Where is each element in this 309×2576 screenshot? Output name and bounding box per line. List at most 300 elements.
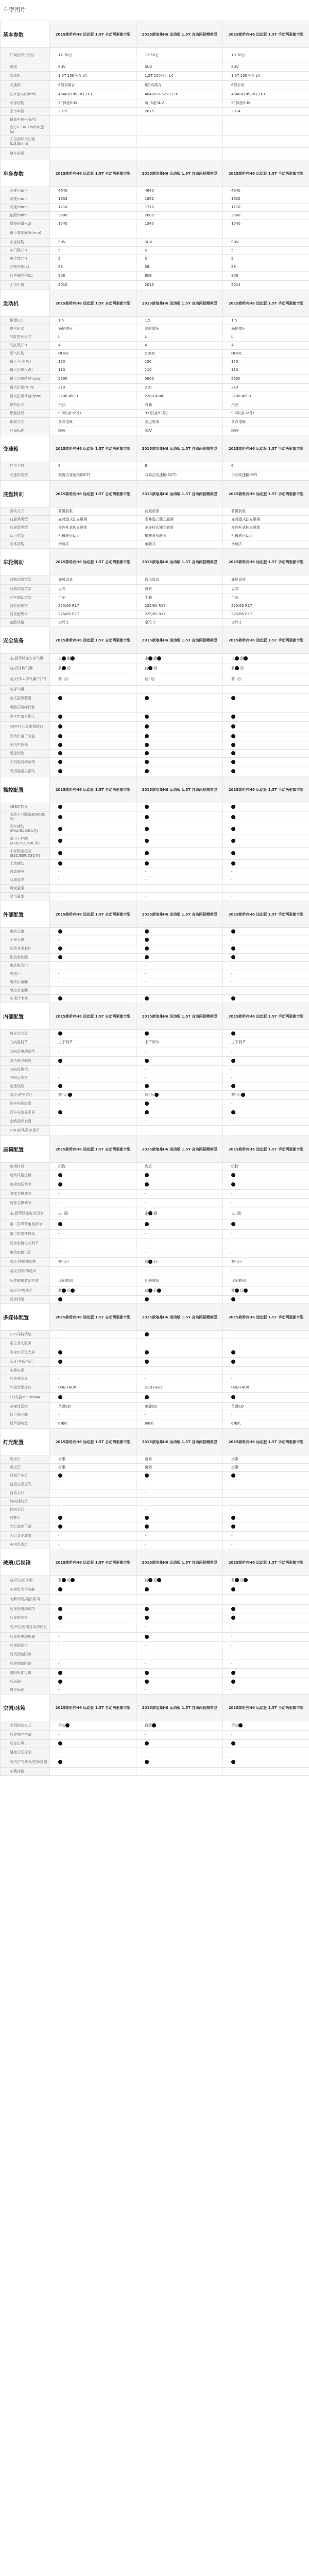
spec-value: 1540 <box>136 220 223 228</box>
spec-value: 210 <box>136 384 223 392</box>
spec-value: - <box>223 703 309 713</box>
feature-dot-icon <box>231 1059 235 1063</box>
spec-value <box>136 1219 223 1230</box>
spec-value: - <box>50 1100 136 1108</box>
spec-value: USB+AUX <box>50 1383 136 1393</box>
model-name-header[interactable]: 2015款哈弗H6 运动版 1.5T 自动两驱精英型 <box>136 627 223 654</box>
spec-label: 无钥匙进入系统 <box>1 767 50 776</box>
spec-value <box>50 811 136 823</box>
model-name-header[interactable]: 2015款哈弗H6 运动版 1.5T 自动两驱精英型 <box>136 160 223 187</box>
spec-label: 自适应远近光 <box>1 1480 50 1489</box>
model-name-header[interactable]: 2015款哈弗H6 运动版 1.5T 自动两驱都市型 <box>50 1549 136 1576</box>
spec-label: ISOFIX儿童座椅接口 <box>1 722 50 732</box>
spec-value: - <box>136 1686 223 1694</box>
spec-label: 车体结构 <box>1 540 50 549</box>
spec-row <box>1 228 309 239</box>
spec-row <box>1 1057 309 1066</box>
spec-label: 长×宽×高(mm) <box>1 90 50 99</box>
spec-row <box>1 272 309 281</box>
model-name-header[interactable]: 2015款哈弗H6 运动版 1.5T 手动两驱都市型 <box>223 776 309 803</box>
spec-value: 前 后 <box>223 1286 309 1296</box>
model-name-header[interactable]: 2015款哈弗H6 运动版 1.5T 自动两驱精英型 <box>136 1694 223 1721</box>
model-name-header[interactable]: 2015款哈弗H6 运动版 1.5T 自动两驱精英型 <box>136 1003 223 1030</box>
spec-value <box>223 1472 309 1480</box>
spec-value: - <box>136 1768 223 1776</box>
spec-value: SUV <box>50 239 136 247</box>
spec-label: 备胎规格 <box>1 619 50 627</box>
spec-label: 侧滑门 <box>1 970 50 978</box>
spec-value: - <box>50 1532 136 1541</box>
spec-value: - <box>223 1248 309 1258</box>
spec-value <box>50 741 136 750</box>
spec-row <box>1 1030 309 1038</box>
spec-label: 电动天窗 <box>1 928 50 936</box>
model-name-header[interactable]: 2015款哈弗H6 运动版 1.5T 自动两驱精英型 <box>136 1304 223 1331</box>
spec-value: DOHC <box>223 350 309 358</box>
spec-value: 全尺寸 <box>223 619 309 627</box>
feature-dot-icon <box>58 760 62 764</box>
spec-value: - <box>223 970 309 978</box>
spec-label: 近光灯 <box>1 1455 50 1464</box>
spec-row <box>1 1100 309 1108</box>
spec-label: 外接音源接口 <box>1 1383 50 1393</box>
spec-row <box>1 741 309 750</box>
spec-row <box>1 654 309 664</box>
model-name-header[interactable]: 2015款哈弗H6 运动版 1.5T 手动两驱都市型 <box>223 1003 309 1030</box>
spec-value: 5门5座SUV <box>50 99 136 108</box>
spec-value: - <box>223 1126 309 1136</box>
spec-value: 2680 <box>136 212 223 220</box>
spec-value: 6喇叭 <box>50 1419 136 1429</box>
feature-dot-icon <box>145 760 149 764</box>
model-name-header[interactable]: 2015款哈弗H6 运动版 1.5T 自动两驱精英型 <box>136 901 223 928</box>
spec-value: - <box>223 1047 309 1057</box>
spec-value <box>223 1057 309 1066</box>
model-name-header[interactable]: 2015款哈弗H6 运动版 1.5T 自动两驱精英型 <box>136 549 223 575</box>
feature-dot-icon <box>231 724 235 728</box>
model-name-header[interactable]: 2015款哈弗H6 运动版 1.5T 自动两驱精英型 <box>136 1429 223 1455</box>
model-name-header[interactable]: 2015款哈弗H6 运动版 1.5T 自动两驱都市型 <box>50 1136 136 1163</box>
spec-value: 2015 <box>50 281 136 290</box>
spec-value: - <box>50 876 136 885</box>
spec-row <box>1 713 309 722</box>
spec-value <box>136 750 223 758</box>
spec-value: 手动 <box>223 1721 309 1731</box>
spec-value: 自动 <box>136 1721 223 1731</box>
spec-row <box>1 962 309 970</box>
spec-value <box>223 694 309 703</box>
section-title: 外部配置 <box>1 901 50 928</box>
feature-dot-icon <box>58 929 62 934</box>
spec-value: - <box>136 1480 223 1489</box>
spec-value: 6 <box>223 462 309 470</box>
spec-value <box>136 936 223 944</box>
spec-value: USB+AUX <box>136 1383 223 1393</box>
spec-row <box>1 1686 309 1694</box>
spec-row <box>1 1163 309 1171</box>
spec-value: - <box>223 893 309 901</box>
feature-dot-icon <box>231 734 235 738</box>
feature-dot-icon <box>145 1084 149 1088</box>
spec-value <box>223 1108 309 1117</box>
spec-row <box>1 619 309 627</box>
spec-value: 主- 副- <box>50 1208 136 1219</box>
spec-value <box>136 1757 223 1768</box>
spec-value: 12.58万 <box>136 48 223 63</box>
feature-dot-icon <box>145 805 149 809</box>
spec-value: - <box>136 1541 223 1549</box>
spec-value: 2015 <box>50 108 136 116</box>
model-name-header[interactable]: 2015款哈弗H6 运动版 1.5T 手动两驱都市型 <box>223 1429 309 1455</box>
model-name-header[interactable]: 2015款哈弗H6 运动版 1.5T 手动两驱都市型 <box>223 290 309 317</box>
spec-label: 宽度(mm) <box>1 195 50 204</box>
spec-value: 2680 <box>223 212 309 220</box>
model-name-header[interactable]: 2015款哈弗H6 运动版 1.5T 自动两驱都市型 <box>50 1429 136 1455</box>
model-name-header[interactable]: 2015款哈弗H6 运动版 1.5T 自动两驱都市型 <box>50 1694 136 1721</box>
spec-value: 手刹 <box>223 594 309 602</box>
model-name-header[interactable]: 2015款哈弗H6 运动版 1.5T 自动两驱都市型 <box>50 776 136 803</box>
model-name-header[interactable]: 2015款哈弗H6 运动版 1.5T 自动两驱精英型 <box>136 776 223 803</box>
feature-dot-icon <box>231 1516 235 1520</box>
model-name-header[interactable]: 2015款哈弗H6 运动版 1.5T 自动两驱精英型 <box>136 21 223 48</box>
model-name-header[interactable]: 2015款哈弗H6 运动版 1.5T 手动两驱都市型 <box>223 435 309 462</box>
model-name-header[interactable]: 2015款哈弗H6 运动版 1.5T 手动两驱都市型 <box>223 481 309 507</box>
spec-value: 盘式 <box>50 585 136 594</box>
spec-row <box>1 124 309 136</box>
spec-row <box>1 90 309 99</box>
spec-value: 多点电喷 <box>50 418 136 427</box>
spec-value: 5 <box>223 247 309 255</box>
feature-dot-icon <box>241 1093 245 1097</box>
section-title: 玻璃/后视镜 <box>1 1549 50 1576</box>
spec-value <box>50 1605 136 1614</box>
spec-value: - <box>50 1367 136 1375</box>
model-name-header[interactable]: 2015款哈弗H6 运动版 1.5T 自动两驱精英型 <box>136 481 223 507</box>
spec-value <box>50 1472 136 1480</box>
spec-value: - <box>223 1595 309 1605</box>
model-name-header[interactable]: 2015款哈弗H6 运动版 1.5T 手动两驱都市型 <box>223 627 309 654</box>
spec-label: 电动座椅记忆 <box>1 1248 50 1258</box>
spec-label: 后排液晶屏 <box>1 1375 50 1383</box>
spec-value: 比例放倒 <box>136 1276 223 1286</box>
feature-dot-icon <box>154 1093 159 1097</box>
model-name-header[interactable]: 2015款哈弗H6 运动版 1.5T 手动两驱都市型 <box>223 1136 309 1163</box>
model-name-header[interactable]: 2015款哈弗H6 运动版 1.5T 手动两驱都市型 <box>223 160 309 187</box>
model-name-header[interactable]: 2015款哈弗H6 运动版 1.5T 自动两驱都市型 <box>50 160 136 187</box>
spec-value <box>136 1472 223 1480</box>
spec-value <box>136 1100 223 1108</box>
spec-value: 汽油 <box>50 401 136 410</box>
model-name-header[interactable]: 2015款哈弗H6 运动版 1.5T 手动两驱都市型 <box>223 1549 309 1576</box>
spec-row <box>1 1190 309 1199</box>
model-name-header[interactable]: 2015款哈弗H6 运动版 1.5T 手动两驱都市型 <box>223 21 309 48</box>
feature-dot-icon <box>58 839 62 843</box>
section-title: 空调/冰箱 <box>1 1694 50 1721</box>
model-name-header[interactable]: 2015款哈弗H6 运动版 1.5T 自动两驱精英型 <box>136 290 223 317</box>
spec-value: - <box>136 703 223 713</box>
spec-value: 10.78万 <box>223 48 309 63</box>
spec-row <box>1 48 309 63</box>
spec-value: 150 <box>223 358 309 366</box>
spec-row <box>1 823 309 835</box>
model-name-header[interactable]: 2015款哈弗H6 运动版 1.5T 自动两驱都市型 <box>50 290 136 317</box>
spec-value: 前 后 <box>223 1576 309 1585</box>
section-title: 多媒体配置 <box>1 1304 50 1331</box>
spec-value: - <box>223 978 309 987</box>
spec-value: - <box>136 1642 223 1650</box>
feature-dot-icon <box>231 769 235 773</box>
spec-row <box>1 195 309 204</box>
spec-label: 座椅材质 <box>1 1163 50 1171</box>
spec-label: 铝合金轮圈 <box>1 954 50 962</box>
spec-label: 前/后中央扶手 <box>1 1286 50 1296</box>
spec-label: 车内中控锁 <box>1 741 50 750</box>
spec-value: DOHC <box>136 350 223 358</box>
spec-value <box>50 722 136 732</box>
spec-label: 挡位个数 <box>1 462 50 470</box>
spec-row <box>1 722 309 732</box>
model-name-header[interactable]: 2015款哈弗H6 运动版 1.5T 自动两驱精英型 <box>136 1136 223 1163</box>
spec-value: - <box>136 1650 223 1659</box>
feature-dot-icon <box>231 1110 235 1114</box>
spec-row <box>1 750 309 758</box>
spec-row <box>1 1219 309 1230</box>
spec-label: 大灯高度可调 <box>1 1522 50 1532</box>
feature-dot-icon <box>231 946 235 951</box>
model-name-header[interactable]: 2015款哈弗H6 运动版 1.5T 手动两驱都市型 <box>223 1694 309 1721</box>
spec-value: 6喇叭 <box>136 1419 223 1429</box>
model-name-header[interactable]: 2015款哈弗H6 运动版 1.5T 自动两驱都市型 <box>50 901 136 928</box>
spec-value <box>223 1358 309 1367</box>
spec-value <box>223 136 309 148</box>
spec-value: 225/65 R17 <box>50 602 136 611</box>
spec-value: 主 副 <box>136 654 223 664</box>
spec-label: 座位数(个) <box>1 255 50 263</box>
spec-row <box>1 758 309 767</box>
feature-dot-icon <box>58 696 62 700</box>
spec-value: - <box>50 1480 136 1489</box>
spec-value <box>136 1585 223 1595</box>
spec-row <box>1 392 309 401</box>
spec-row <box>1 1091 309 1100</box>
feature-dot-icon <box>148 1289 152 1293</box>
spec-label: 后排杯架 <box>1 1296 50 1304</box>
spec-value: - <box>50 893 136 901</box>
spec-label: 燃油标号 <box>1 410 50 418</box>
spec-label: 第二排靠背角度调节 <box>1 1219 50 1230</box>
model-name-header[interactable]: 2015款哈弗H6 运动版 1.5T 自动两驱都市型 <box>50 481 136 507</box>
spec-value: - <box>50 970 136 978</box>
spec-value <box>136 1358 223 1367</box>
spec-value <box>136 954 223 962</box>
feature-dot-icon <box>231 1031 235 1036</box>
spec-value <box>136 860 223 868</box>
spec-value: 150 <box>50 358 136 366</box>
spec-value <box>136 811 223 823</box>
spec-value: 2200-4500 <box>223 392 309 401</box>
spec-value <box>223 1219 309 1230</box>
feature-dot-icon <box>231 715 235 719</box>
spec-value: - <box>136 1411 223 1419</box>
spec-value: - <box>223 1748 309 1757</box>
spec-value: - <box>136 1248 223 1258</box>
spec-row <box>1 936 309 944</box>
spec-value: 2200-4500 <box>50 392 136 401</box>
spec-label: 无钥匙启动系统 <box>1 758 50 767</box>
spec-label: 倒车视频影像 <box>1 1100 50 1108</box>
spec-value: - <box>223 1633 309 1642</box>
feature-dot-icon <box>145 1587 149 1591</box>
feature-dot-icon <box>231 1182 235 1187</box>
spec-label: 远光灯 <box>1 1464 50 1472</box>
section-header <box>1 776 309 803</box>
model-name-header[interactable]: 2015款哈弗H6 运动版 1.5T 自动两驱都市型 <box>50 549 136 575</box>
feature-dot-icon <box>145 751 149 755</box>
spec-value: - <box>50 1117 136 1126</box>
spec-value: 2014 <box>223 281 309 290</box>
spec-label: 车载冰箱 <box>1 1768 50 1776</box>
feature-dot-icon <box>235 1289 239 1293</box>
spec-value <box>50 803 136 811</box>
feature-dot-icon <box>58 1031 62 1036</box>
spec-value: 通风盘式 <box>136 575 223 585</box>
section-header <box>1 627 309 654</box>
spec-value: 1852 <box>136 195 223 204</box>
spec-value: - <box>50 1659 136 1669</box>
spec-row <box>1 703 309 713</box>
spec-value <box>50 1358 136 1367</box>
spec-value: - <box>50 962 136 970</box>
feature-dot-icon <box>231 805 235 809</box>
model-name-header[interactable]: 2015款哈弗H6 运动版 1.5T 手动两驱都市型 <box>223 901 309 928</box>
spec-value: - <box>136 1498 223 1506</box>
feature-dot-icon <box>231 1395 235 1399</box>
feature-dot-icon <box>62 1289 66 1293</box>
spec-value: - <box>136 1126 223 1136</box>
spec-value <box>50 1678 136 1686</box>
spec-row <box>1 1411 309 1419</box>
feature-dot-icon <box>157 1289 161 1293</box>
spec-value: - <box>223 1190 309 1199</box>
spec-label: HUD抬头数字显示 <box>1 1126 50 1136</box>
spec-row <box>1 108 309 116</box>
model-name-header[interactable]: 2015款哈弗H6 运动版 1.5T 手动两驱都市型 <box>223 549 309 575</box>
spec-value <box>50 1030 136 1038</box>
spec-row <box>1 970 309 978</box>
model-name-header[interactable]: 2015款哈弗H6 运动版 1.5T 自动两驱精英型 <box>136 435 223 462</box>
spec-value <box>50 1393 136 1403</box>
spec-value <box>50 1219 136 1230</box>
spec-label: 大灯清洗装置 <box>1 1532 50 1541</box>
spec-value <box>136 1514 223 1522</box>
spec-label: 感应后备厢 <box>1 987 50 995</box>
model-name-header[interactable]: 2015款哈弗H6 运动版 1.5T 手动两驱都市型 <box>223 1304 309 1331</box>
feature-dot-icon <box>62 666 66 670</box>
spec-row <box>1 239 309 247</box>
spec-value <box>50 713 136 722</box>
spec-label: 胎压监测装置 <box>1 694 50 703</box>
spec-value: 前置前驱 <box>223 507 309 516</box>
feature-dot-icon <box>145 696 149 700</box>
feature-dot-icon <box>145 1741 149 1745</box>
spec-value <box>50 1171 136 1180</box>
spec-value: 93号(京92号) <box>136 410 223 418</box>
spec-value: 4 <box>223 342 309 350</box>
spec-row <box>1 1348 309 1358</box>
spec-value: - <box>223 686 309 694</box>
feature-dot-icon <box>231 743 235 747</box>
spec-row <box>1 1248 309 1258</box>
feature-dot-icon <box>157 1578 161 1582</box>
feature-dot-icon <box>145 1110 149 1114</box>
spec-value: 卤素 <box>223 1455 309 1464</box>
model-name-header[interactable]: 2015款哈弗H6 运动版 1.5T 自动两驱都市型 <box>50 21 136 48</box>
spec-value <box>136 694 223 703</box>
spec-value: 单碟CD <box>223 1403 309 1411</box>
spec-row <box>1 212 309 220</box>
spec-row <box>1 81 309 90</box>
model-name-header[interactable]: 2015款哈弗H6 运动版 1.5T 自动两驱精英型 <box>136 1549 223 1576</box>
spec-value: SUV <box>50 63 136 72</box>
model-name-header[interactable]: 2015款哈弗H6 运动版 1.5T 自动两驱都市型 <box>50 1304 136 1331</box>
spec-row <box>1 63 309 72</box>
feature-dot-icon <box>145 1059 149 1063</box>
spec-value <box>50 750 136 758</box>
spec-label: 肩部支撑调节 <box>1 1199 50 1208</box>
spec-row <box>1 1074 309 1082</box>
spec-value: - <box>50 1066 136 1074</box>
spec-value: - <box>136 1489 223 1498</box>
model-name-header[interactable]: 2015款哈弗H6 运动版 1.5T 自动两驱都市型 <box>50 1003 136 1030</box>
spec-value: - <box>136 962 223 970</box>
spec-value <box>136 995 223 1003</box>
spec-value <box>50 732 136 741</box>
spec-row <box>1 1659 309 1669</box>
spec-label: 油箱容积(L) <box>1 263 50 272</box>
spec-value: - <box>136 1532 223 1541</box>
feature-dot-icon <box>145 1516 149 1520</box>
spec-row <box>1 1678 309 1686</box>
spec-value <box>136 767 223 776</box>
feature-dot-icon <box>58 851 62 855</box>
feature-dot-icon <box>231 696 235 700</box>
spec-value <box>50 1296 136 1304</box>
model-name-header[interactable]: 2015款哈弗H6 运动版 1.5T 自动两驱都市型 <box>50 435 136 462</box>
spec-value: - <box>50 1498 136 1506</box>
spec-label: 排量(L) <box>1 317 50 325</box>
spec-row <box>1 1506 309 1514</box>
section-title: 操控配置 <box>1 776 50 803</box>
spec-value <box>223 1522 309 1532</box>
spec-value: 5门5座SUV <box>136 99 223 108</box>
spec-value: 6挡双离合 <box>50 81 136 90</box>
spec-value: 多连杆式独立悬架 <box>50 524 136 532</box>
spec-value <box>50 136 136 148</box>
feature-dot-icon <box>145 1671 149 1675</box>
spec-value: 上下调节 <box>223 1038 309 1047</box>
spec-value: 多连杆式独立悬架 <box>136 524 223 532</box>
spec-value: 涡轮增压 <box>223 325 309 333</box>
spec-value <box>223 1082 309 1091</box>
model-name-header[interactable]: 2015款哈弗H6 运动版 1.5T 自动两驱都市型 <box>50 627 136 654</box>
spec-label: 定位互动服务 <box>1 1339 50 1348</box>
spec-label: ABS防抱死 <box>1 803 50 811</box>
spec-value: 2014 <box>223 108 309 116</box>
spec-label: 最大马力(Ps) <box>1 358 50 366</box>
feature-dot-icon <box>231 955 235 959</box>
spec-value: 2015 <box>136 108 223 116</box>
spec-value <box>50 954 136 962</box>
